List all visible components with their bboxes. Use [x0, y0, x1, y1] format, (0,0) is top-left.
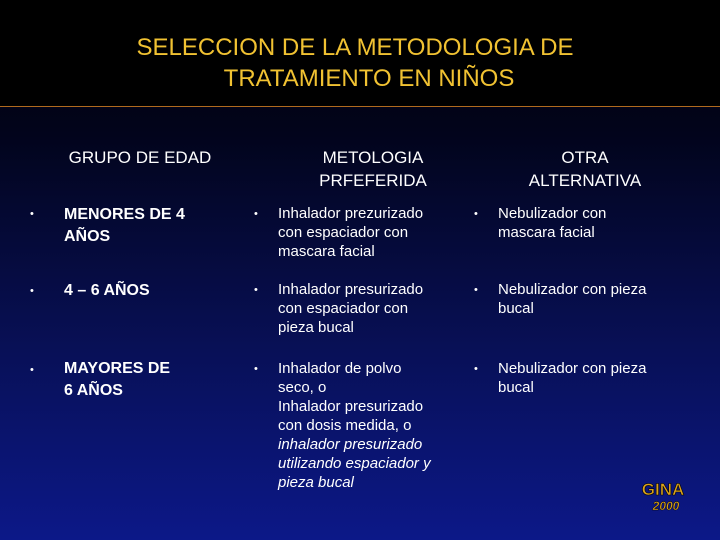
- row-3-age-line-1: MAYORES DE: [64, 360, 171, 377]
- slide-title: [0, 32, 720, 94]
- row-2-alternative-line-2: bucal: [498, 300, 534, 317]
- row-2-preferred: [278, 280, 463, 337]
- row-2-preferred-line-3: pieza bucal: [278, 319, 354, 336]
- row-1-age-line-2: AÑOS: [64, 228, 111, 245]
- row-1-alternative-line-1: Nebulizador con: [498, 205, 607, 222]
- row-3-preferred-italic-line-3: pieza bucal: [278, 474, 354, 491]
- row-3-alternative-line-2: bucal: [498, 379, 534, 396]
- header-preferred-method: [268, 146, 478, 192]
- bullet-icon: •: [30, 285, 34, 297]
- bullet-icon: •: [30, 208, 34, 220]
- row-3-alternative-line-1: Nebulizador con pieza: [498, 360, 647, 377]
- header-age-group: GRUPO DE EDAD: [68, 148, 212, 167]
- bullet-icon: •: [254, 363, 258, 375]
- row-1-preferred-line-2: con espaciador con: [278, 224, 409, 241]
- header-alternative: [490, 146, 680, 192]
- row-1-preferred: [278, 204, 463, 261]
- row-2-age-line-1: 4 – 6 AÑOS: [64, 282, 150, 299]
- title-line-2: TRATAMIENTO EN NIÑOS: [223, 65, 515, 92]
- bullet-icon: •: [474, 208, 478, 220]
- row-2-alternative-line-1: Nebulizador con pieza: [498, 281, 647, 298]
- row-3-age: [64, 358, 224, 402]
- bullet-icon: •: [474, 363, 478, 375]
- bullet-icon: •: [474, 284, 478, 296]
- row-2-age: [64, 280, 224, 302]
- row-2-preferred-line-2: con espaciador con: [278, 300, 409, 317]
- row-2-preferred-line-1: Inhalador presurizado: [278, 281, 424, 298]
- row-2-alternative: [498, 280, 678, 318]
- gina-logo: [628, 478, 698, 514]
- row-3-preferred-line-3: Inhalador presurizado: [278, 398, 424, 415]
- row-3-preferred-line-1: Inhalador de polvo: [278, 360, 402, 377]
- row-3-preferred-line-4: con dosis medida, o: [278, 417, 412, 434]
- title-line-1: SELECCION DE LA METODOLOGIA DE: [136, 34, 574, 61]
- row-1-alternative: [498, 204, 678, 242]
- row-1-age-line-1: MENORES DE 4: [64, 206, 185, 223]
- row-3-preferred: [278, 359, 463, 492]
- row-1-preferred-line-3: mascara facial: [278, 243, 375, 260]
- header-preferred-line-2: PRFEFERIDA: [319, 171, 427, 190]
- row-1-age: [64, 204, 224, 248]
- bullet-icon: •: [254, 208, 258, 220]
- row-1-alternative-line-2: mascara facial: [498, 224, 595, 241]
- bullet-icon: •: [30, 364, 34, 376]
- row-3-age-line-2: 6 AÑOS: [64, 382, 123, 399]
- gina-logo-text: GINA: [641, 480, 685, 499]
- header-preferred-line-1: METOLOGIA: [322, 148, 424, 167]
- gina-logo-year: 2000: [652, 499, 680, 513]
- row-3-preferred-italic-line-2: utilizando espaciador y: [278, 455, 431, 472]
- row-3-preferred-line-2: seco, o: [278, 379, 327, 396]
- bullet-icon: •: [254, 284, 258, 296]
- row-1-preferred-line-1: Inhalador prezurizado: [278, 205, 424, 222]
- row-3-preferred-italic-line-1: inhalador presurizado: [278, 436, 423, 453]
- header-alternative-line-1: OTRA: [561, 148, 609, 167]
- row-3-alternative: [498, 359, 678, 397]
- header-alternative-line-2: ALTERNATIVA: [528, 171, 642, 190]
